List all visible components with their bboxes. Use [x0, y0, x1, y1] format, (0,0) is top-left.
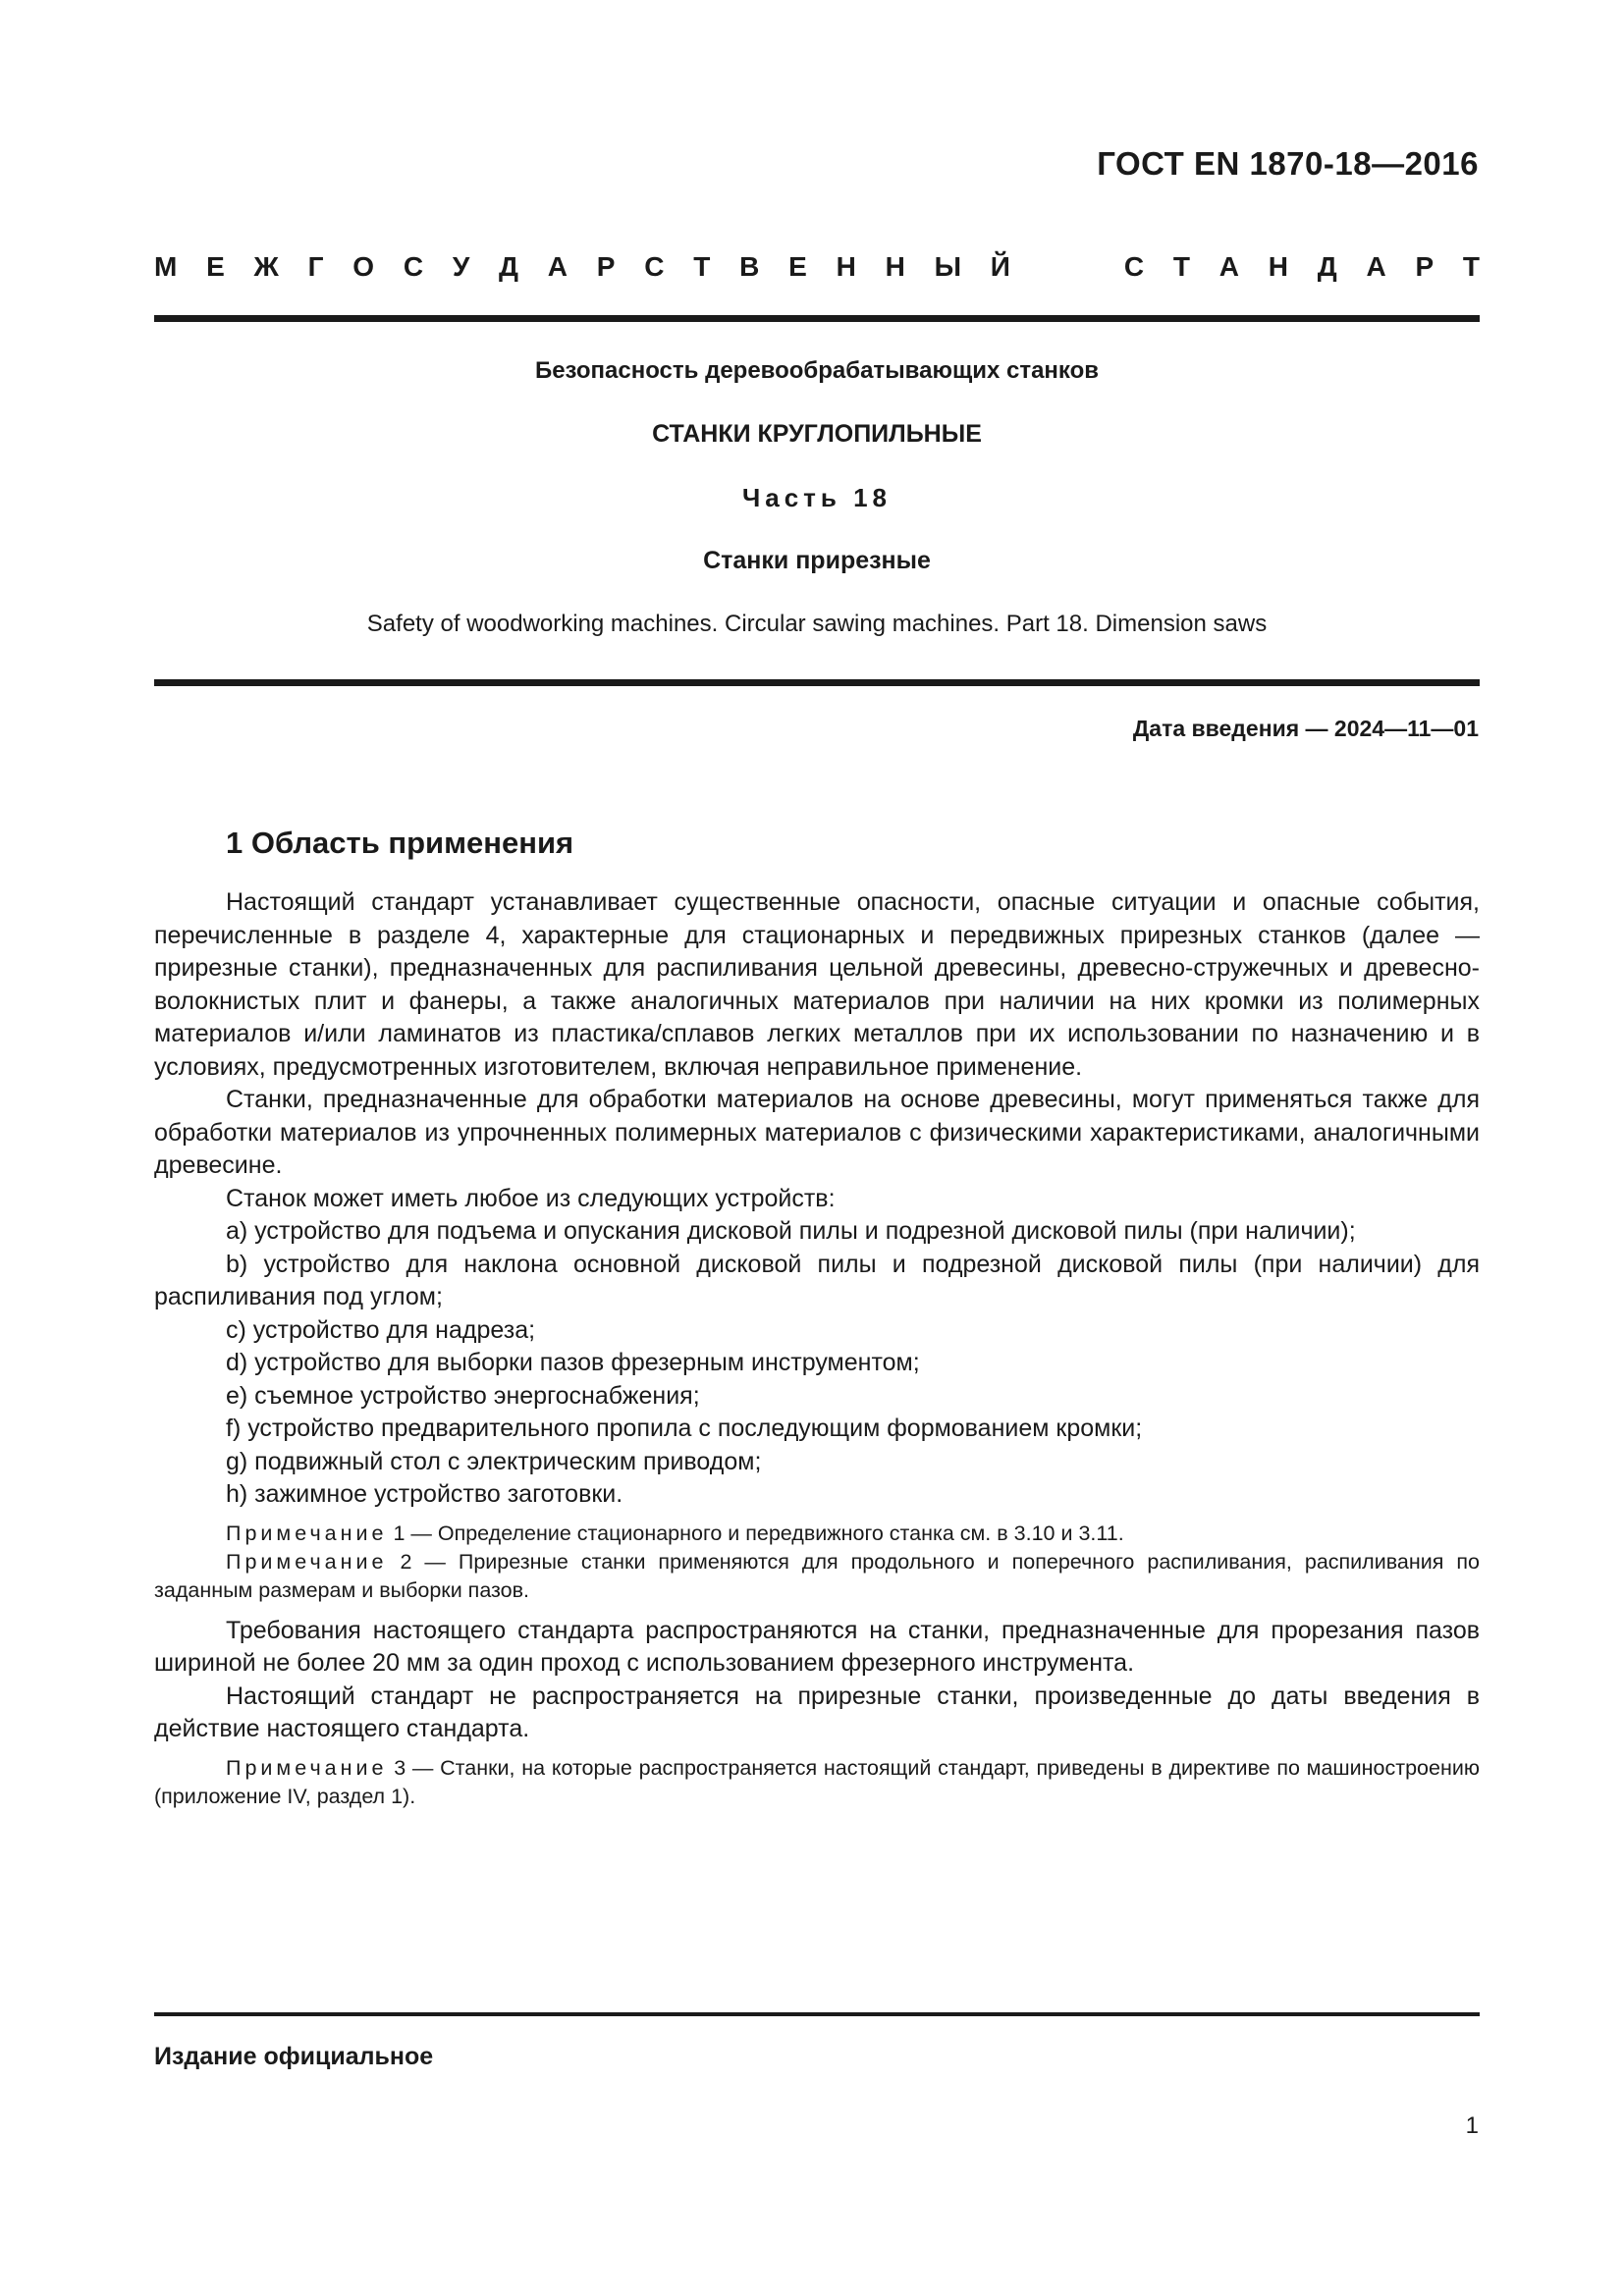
- list-item: a) устройство для подъема и опускания дисковой пилы и подрезной дисковой пилы (при наличии);: [226, 1217, 1356, 1245]
- note-text: 2 — Прирезные станки применяются для продольного и поперечного распиливания, распиливания по заданным размерам и выборки пазов.: [154, 1549, 1480, 1602]
- note-3: [154, 1754, 1480, 1811]
- title-line2: СТАНКИ КРУГЛОПИЛЬНЫЕ: [652, 420, 982, 448]
- note-label: Примечание: [226, 1549, 388, 1574]
- list-item: e) съемное устройство энергоснабжения;: [226, 1381, 700, 1410]
- title-english: Safety of woodworking machines. Circular sawing machines. Part 18. Dimension saws: [366, 611, 1268, 637]
- top-rule: [154, 315, 1480, 322]
- edition-label: Издание официальное: [154, 2043, 434, 2070]
- section-heading: 1 Область применения: [226, 826, 574, 860]
- list-item: f) устройство предварительного пропила с последующим формованием кромки;: [226, 1415, 1143, 1442]
- list-item: h) зажимное устройство заготовки.: [226, 1480, 623, 1508]
- list-item: c) устройство для надреза;: [226, 1315, 536, 1344]
- title-line4: Станки прирезные: [703, 547, 931, 574]
- section-body: [154, 886, 1480, 1811]
- paragraph: Станок может иметь любое из следующих устройств:: [226, 1184, 836, 1212]
- list-item: b) устройство для наклона основной дисковой пилы и подрезной дисковой пилы (при наличии) для распиливания под углом;: [154, 1250, 1480, 1310]
- list-item: g) подвижный стол с электрическим приводом;: [226, 1447, 762, 1475]
- paragraph: Станки, предназначенные для обработки материалов на основе древесины, могут применяться также для обработки материалов из упрочненных полимерных материалов с физическими характеристиками, аналогичными древесине.: [154, 1086, 1480, 1179]
- note-label: Примечание: [226, 1755, 388, 1780]
- standard-type-word2: С Т А Н Д А Р Т: [1123, 251, 1480, 282]
- paragraph: Настоящий стандарт не распространяется на прирезные станки, произведенные до даты введения в действие настоящего стандарта.: [154, 1682, 1480, 1742]
- title-part: Часть 18: [741, 483, 893, 512]
- note-text: 1 — Определение стационарного и передвижного станка см. в 3.10 и 3.11.: [393, 1521, 1124, 1545]
- paragraph: Настоящий стандарт устанавливает существенные опасности, опасные ситуации и опасные события, перечисленные в разделе 4, характерные для стационарных и передвижных прирезных станков (далее — прирезные станки), предназначенных для распиливания цельной древесины, древесно-стружечных и древесно-волокнистых плит и фанеры, а также аналогичных материалов при наличии на них кромки из полимерных материалов и/или ламинатов из пластика/сплавов легких металлов при их использовании по назначению и в условиях, предусмотренных изготовителем, включая неправильное применение.: [154, 888, 1480, 1081]
- standard-type-heading: [154, 251, 1480, 283]
- footer-rule: [154, 2012, 1480, 2016]
- note-1: [154, 1520, 1480, 1548]
- gost-number: ГОСТ EN 1870-18—2016: [1097, 145, 1479, 182]
- note-2: [154, 1548, 1480, 1605]
- note-label: Примечание: [226, 1521, 388, 1545]
- standard-type-word1: М Е Ж Г О С У Д А Р С Т В Е Н Н Ы Й: [154, 251, 1010, 282]
- note-text: 3 — Станки, на которые распространяется настоящий стандарт, приведены в директиве по машиностроению (приложение IV, раздел 1).: [154, 1755, 1480, 1808]
- paragraph: Требования настоящего стандарта распространяются на станки, предназначенные для прорезания пазов шириной не более 20 мм за один проход с использованием фрезерного инструмента.: [154, 1616, 1480, 1677]
- page-number: 1: [1465, 2112, 1479, 2139]
- intro-date: Дата введения — 2024—11—01: [1132, 716, 1479, 741]
- list-item: d) устройство для выборки пазов фрезерным инструментом;: [226, 1349, 920, 1376]
- title-line1: Безопасность деревообрабатывающих станков: [534, 357, 1100, 384]
- title-rule: [154, 679, 1480, 686]
